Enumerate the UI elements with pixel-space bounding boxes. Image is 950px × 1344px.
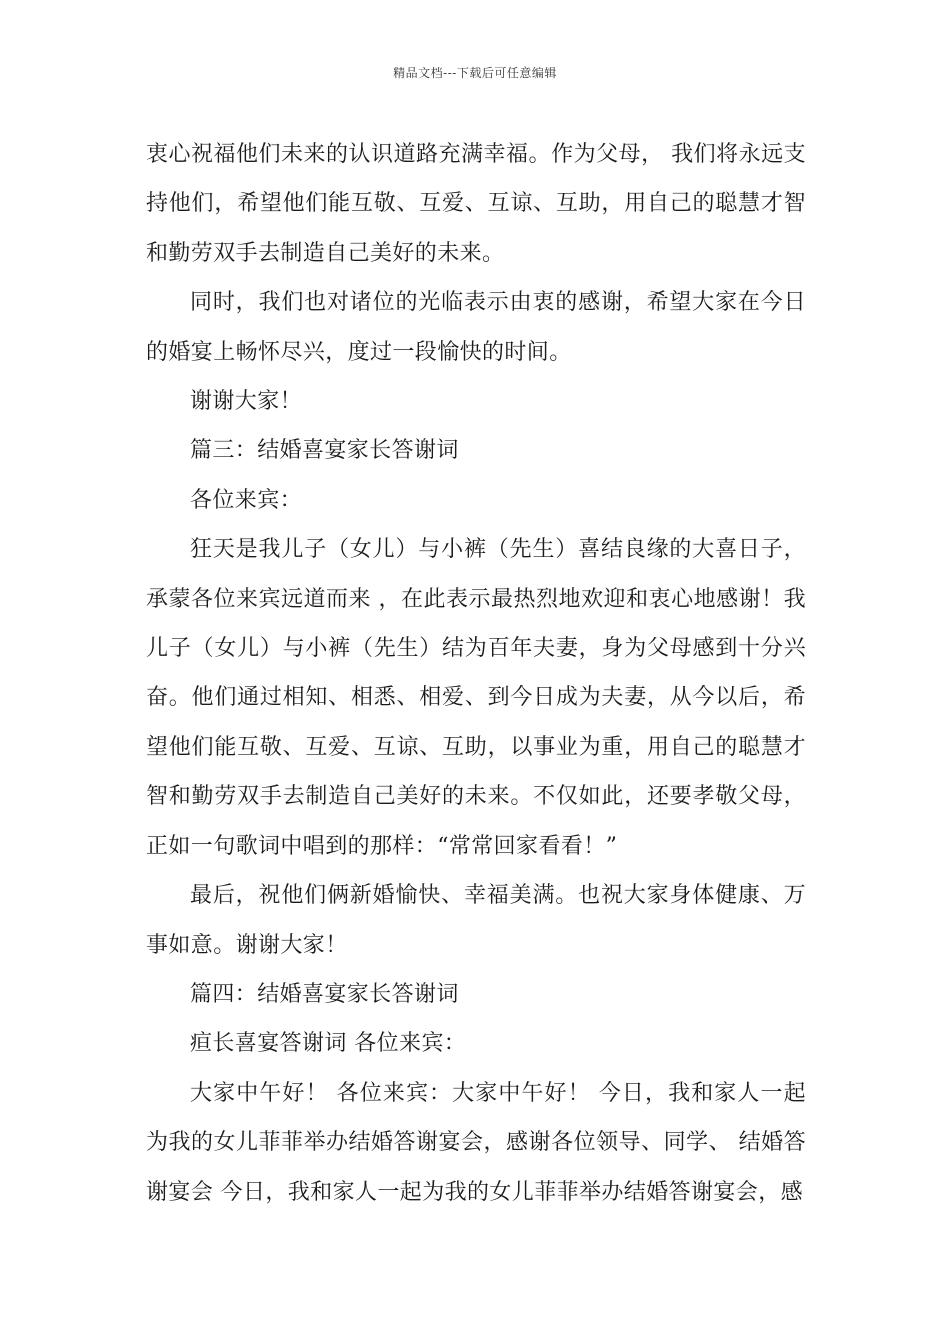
paragraph-2: 同时，我们也对诸位的光临表示由衷的感谢，希望大家在今日的婚宴上畅怀尽兴，度过一段愉快的时间。: [146, 290, 806, 365]
section-heading-4: 篇四：结婚喜宴家长答谢词: [190, 981, 459, 1007]
paragraph-6: 狂天是我儿子（女儿）与小裤（先生）喜结良缘的大喜日子，承蒙各位来宾远道而来 ，在此表示最热烈地欢迎和衷心地感谢！我儿子（女儿）与小裤（先生）结为百年夫妻，身为父母感到十分兴奋。他们通过相知、相悉、相爱、到今日成为夫妻，从今以后，希望他们能互敬、互爱、互谅、互助，以事业为重，用自己的聪慧才智和勤劳双手去制造自己美好的未来。不仅如此，还要孝敬父母，正如一句歌词中唱到的那样：“常常回家看看！”: [146, 537, 806, 859]
section-heading-3: 篇三：结婚喜宴家长答谢词: [190, 438, 459, 464]
paragraph-1: 衷心祝福他们未来的认识道路充满幸福。作为父母， 我们将永远支持他们，希望他们能互敬、互爱、互谅、互助，用自己的聪慧才智和勤劳双手去制造自己美好的未来。: [146, 142, 806, 266]
paragraph-9: 疸长喜宴答谢词 各位来宾：: [190, 1031, 467, 1057]
paragraph-3: 谢谢大家！: [190, 389, 303, 415]
paragraph-10: 大家中午好！ 各位来宾：大家中午好！ 今日，我和家人一起为我的女儿菲菲举办结婚答谢宴会，感谢各位领导、同学、 结婚答谢宴会 今日，我和家人一起为我的女儿菲菲举办结婚答谢宴会，感: [146, 1080, 806, 1205]
paragraph-7: 最后，祝他们俩新婚愉快、幸福美满。也祝大家身体健康、万事如意。谢谢大家！: [146, 883, 806, 958]
page-header: 精品文档---下载后可任意编辑: [393, 66, 557, 80]
salutation: 各位来宾：: [190, 487, 303, 513]
document-body: [146, 130, 806, 1217]
